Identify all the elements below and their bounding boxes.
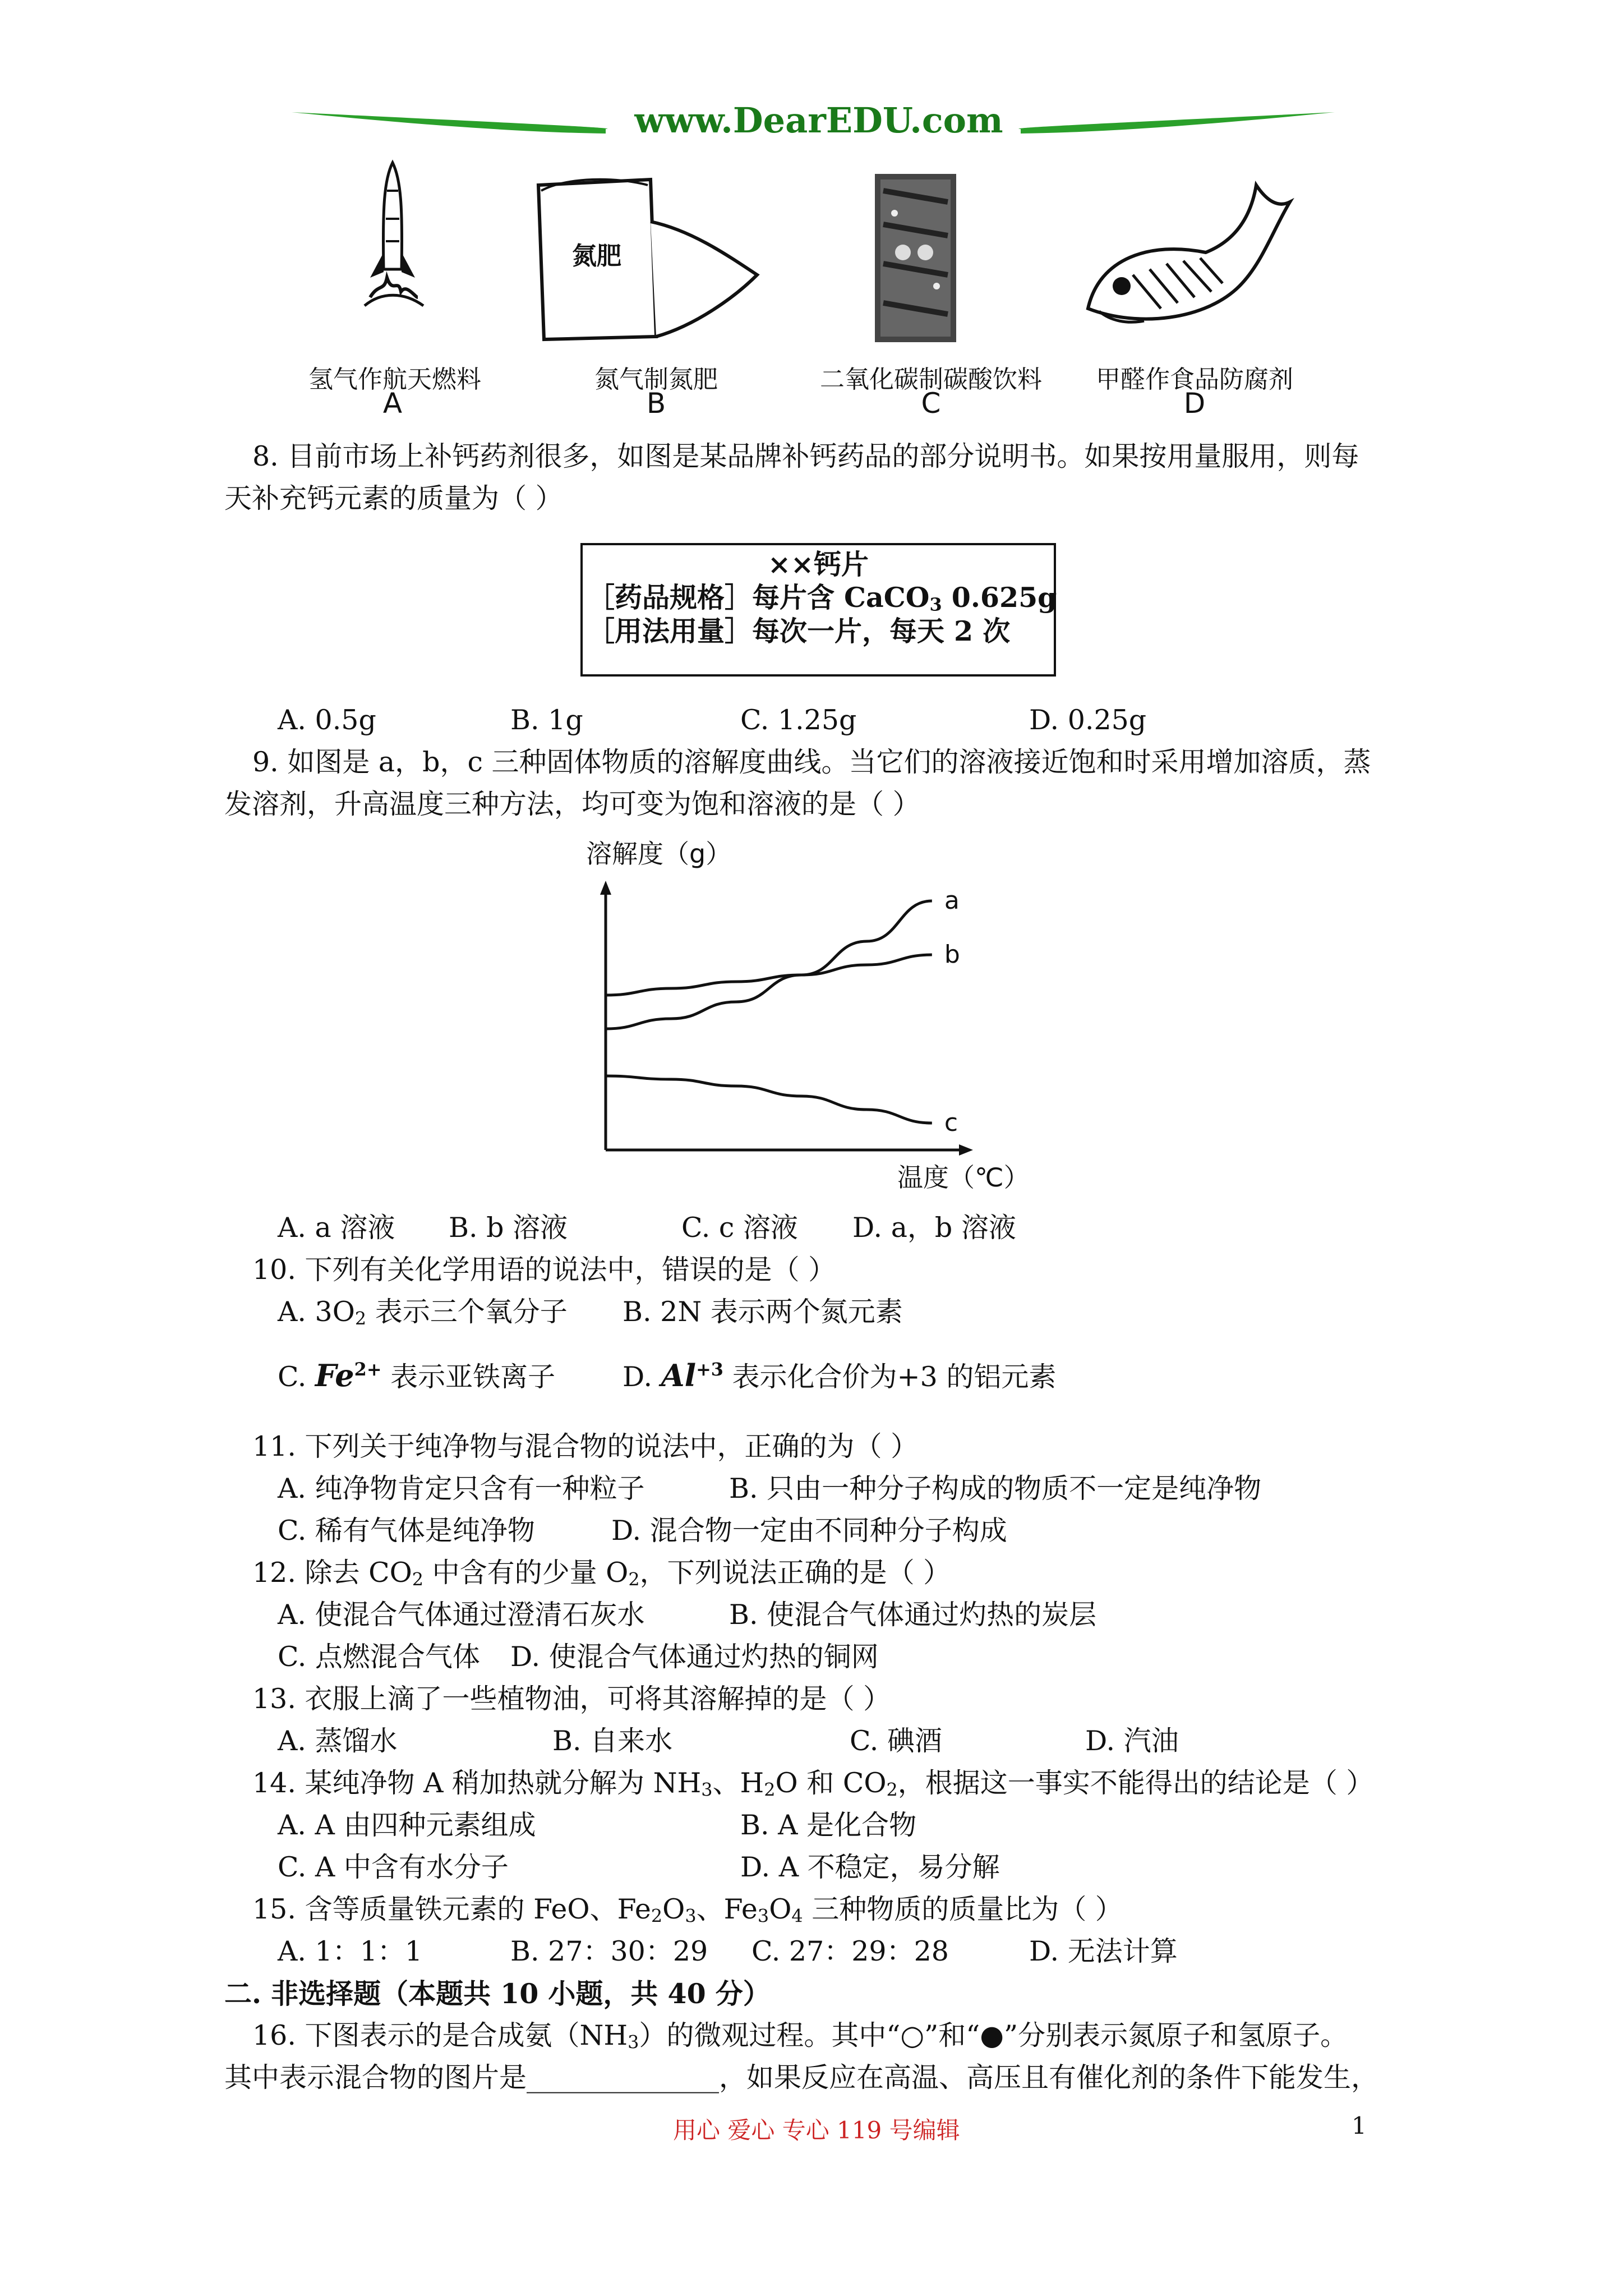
q12-option-b: B. 使混合气体通过灼热的炭层 <box>729 1599 1097 1631</box>
q8-option-d: D. 0.25g <box>1029 704 1147 736</box>
x-axis-arrow <box>959 1144 973 1156</box>
q8-option-c: C. 1.25g <box>740 704 857 736</box>
fertilizer-bag-label: 氮肥 <box>572 242 621 270</box>
option-b-caption: 氮气制氮肥 <box>594 365 718 394</box>
page-number: 1 <box>1352 2112 1367 2139</box>
q13-option-b: B. 自来水 <box>552 1725 673 1757</box>
q13-option-d: D. 汽油 <box>1085 1725 1179 1757</box>
q10-option-c: C. $Fe^{2+}$ 表示亚铁离子 <box>278 1358 556 1393</box>
solubility-chart <box>572 836 1077 1206</box>
q9-option-b: B. b 溶液 <box>449 1212 568 1244</box>
option-a-letter: A <box>382 387 403 420</box>
header-site-title: www.DearEDU.com <box>634 100 1003 141</box>
q11-stem: 11. 下列关于纯净物与混合物的说法中，正确的为（ ） <box>252 1430 919 1462</box>
q8-line2: 天补充钙元素的质量为（ ） <box>224 482 563 514</box>
option-a-caption: 氢气作航天燃料 <box>308 365 481 394</box>
q9-option-c: C. c 溶液 <box>681 1212 798 1244</box>
q11-option-a: A. 纯净物肯定只含有一种粒子 <box>278 1473 645 1504</box>
q14-option-a: A. A 由四种元素组成 <box>278 1809 536 1841</box>
figure-options <box>292 157 1357 426</box>
q9-line2: 发溶剂，升高温度三种方法，均可变为饱和溶液的是（ ） <box>224 788 920 820</box>
q8-line1: 8. 目前市场上补钙药剂很多，如图是某品牌补钙药品的部分说明书。如果按用量服用，则每 <box>252 440 1359 472</box>
q8-option-b: B. 1g <box>510 704 583 736</box>
q16-line1: 16. 下图表示的是合成氨$(NH_3)$的微观过程。其中“○”和“●”分别表示氮原子和氢原子。 <box>252 2019 1348 2053</box>
q10-stem: 10. 下列有关化学用语的说法中，错误的是（ ） <box>252 1254 836 1286</box>
chart-ylabel: 溶解度（g） <box>586 839 732 869</box>
q10-option-d: D. $Al^{+3}$ 表示化合价为+3 的铝元素 <box>623 1358 1057 1393</box>
fish-icon <box>1077 174 1301 342</box>
q13-option-c: C. 碘酒 <box>850 1725 942 1757</box>
q12-option-c: C. 点燃混合气体 <box>278 1641 480 1673</box>
q15-option-c: C. 27：29：28 <box>751 1935 949 1967</box>
option-c-caption: 二氧化碳制碳酸饮料 <box>820 365 1042 394</box>
chart-xlabel: 温度（℃） <box>897 1162 1030 1193</box>
q11-option-c: C. 稀有气体是纯净物 <box>278 1515 535 1547</box>
q14-option-d: D. A 不稳定，易分解 <box>740 1851 1000 1883</box>
q13-option-a: A. 蒸馏水 <box>278 1725 398 1757</box>
calcium-label-spec: ［药品规格］每片含 CaCO$_3$ 0.625g <box>587 581 1057 615</box>
page-footer: 用心 爱心 专心 119 号编辑 <box>673 2116 960 2144</box>
q15-option-a: A. 1：1：1 <box>278 1935 423 1967</box>
q10-option-b: B. 2N 表示两个氮元素 <box>623 1296 903 1328</box>
series-label-b: b <box>944 940 960 969</box>
series-label-c: c <box>944 1108 958 1137</box>
calcium-label-box <box>580 543 1056 677</box>
q15-stem: 15. 含等质量铁元素的 FeO、$Fe_2O_3$、$Fe_3O_4$ 三种物质的质量比为（ ） <box>252 1893 1123 1927</box>
q12-stem: 12. 除去 $CO_2$ 中含有的少量 $O_2$，下列说法正确的是（ ） <box>252 1557 951 1590</box>
option-d-caption: 甲醛作食品防腐剂 <box>1096 365 1293 394</box>
series-label-a: a <box>944 886 960 915</box>
q11-option-d: D. 混合物一定由不同种分子构成 <box>611 1515 1007 1547</box>
fertilizer-bag-icon <box>533 168 780 353</box>
option-b-letter: B <box>646 387 666 420</box>
q15-option-b: B. 27：30：29 <box>510 1935 708 1967</box>
q8-option-a: A. 0.5g <box>278 704 376 736</box>
calcium-label-usage: ［用法用量］每次一片，每天 2 次 <box>587 615 1011 648</box>
q10-option-a: A. $3O_2$ 表示三个氧分子 <box>278 1296 568 1329</box>
q11-option-b: B. 只由一种分子构成的物质不一定是纯净物 <box>729 1473 1262 1504</box>
soda-can-icon <box>869 168 965 353</box>
section2-title: 二. 非选择题（本题共 10 小题，共 40 分） <box>224 1977 771 2010</box>
q14-stem: 14. 某纯净物 A 稍加热就分解为 $NH_3$、$H_2O$ 和 $CO_2$，根据这一事实不能得出的结论是（ ） <box>252 1767 1374 1801</box>
q12-option-d: D. 使混合气体通过灼热的铜网 <box>510 1641 879 1673</box>
series-line-c <box>606 1076 932 1123</box>
q13-stem: 13. 衣服上滴了一些植物油，可将其溶解掉的是（ ） <box>252 1683 891 1715</box>
rocket-icon <box>348 157 437 342</box>
q9-option-a: A. a 溶液 <box>278 1212 395 1244</box>
q12-option-a: A. 使混合气体通过澄清石灰水 <box>278 1599 645 1631</box>
option-d-letter: D <box>1183 387 1206 420</box>
q15-option-d: D. 无法计算 <box>1029 1935 1178 1967</box>
q9-line1: 9. 如图是 a，b，c 三种固体物质的溶解度曲线。当它们的溶液接近饱和时采用增加溶质，蒸 <box>252 746 1371 778</box>
q9-option-d: D. a，b 溶液 <box>852 1212 1016 1244</box>
q14-option-c: C. A 中含有水分子 <box>278 1851 509 1883</box>
option-c-letter: C <box>921 387 941 420</box>
calcium-label-title: ××钙片 <box>767 548 869 581</box>
y-axis-arrow <box>600 881 611 895</box>
q14-option-b: B. A 是化合物 <box>740 1809 917 1841</box>
q16-line2: 其中表示混合物的图片是______________，如果反应在高温、高压且有催化剂的条件下能发生， <box>224 2062 1379 2093</box>
